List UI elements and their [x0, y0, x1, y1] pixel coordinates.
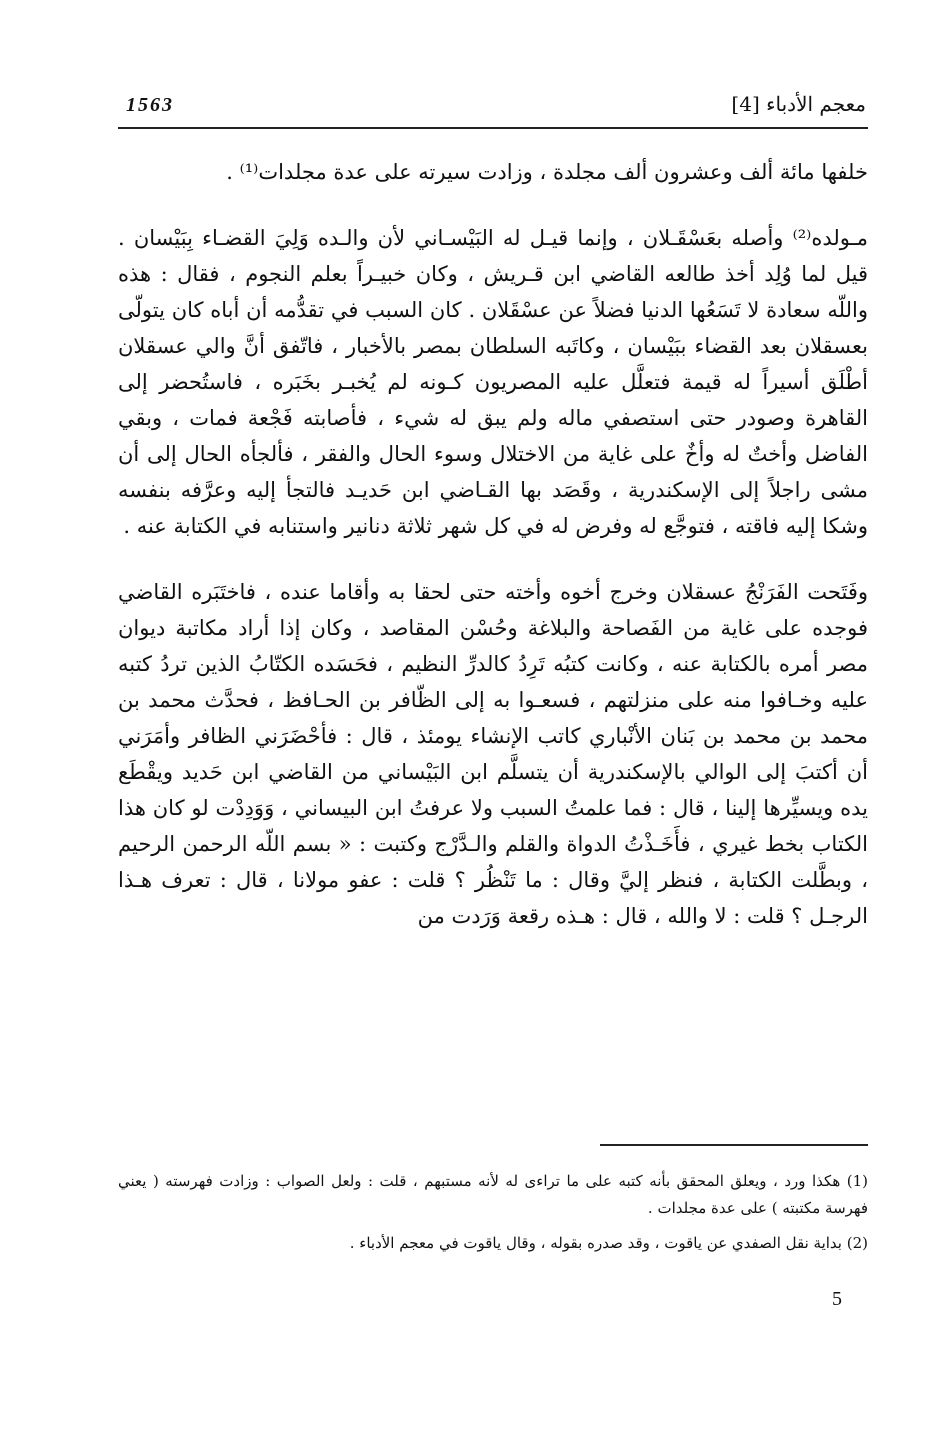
running-title: معجم الأدباء [4]	[731, 92, 866, 116]
signature-mark: 5	[832, 1288, 842, 1310]
main-text	[118, 154, 868, 934]
footnote-rule	[600, 1144, 868, 1146]
footnote: (1) هكذا ورد ، ويعلق المحقق بأنه كتبه على ما تراءى له لأنه مستبهم ، قلت : ولعل الصواب : وزادت فهرسته ( يعني فهرسة مكتبته ) على عدة مجلدات .	[118, 1172, 868, 1217]
page-number: 1563	[126, 94, 174, 116]
footnotes	[118, 1168, 868, 1265]
page-header	[118, 92, 866, 124]
header-rule	[118, 127, 868, 129]
paragraph: مـولده⁽²⁾ وأصله بعَسْقَـلان ، وإنما قيـل له البَيْسـاني لأن والـده وَلِيَ القضـاء بِبَيْسان . قيل لما وُلِد أخذ طالعه القاضي ابن قـريش ، وكان خبيـراً بعلم النجوم ، فقال : هذه واللّه سعادة لا تَسَعُها الدنيا فضلاً عن عسْقَلان . كان السبب في تقدُّمه أن أباه كان يتولّى بعسقلان بعد القضاء ببَيْسان ، وكاتَبه السلطان بمصر بالأخبار ، فاتّفق أنَّ والي عسقلان أطْلَق أسيراً له قيمة فتعلَّل عليه المصريون كـونه لم يُخبـر بخَبَره ، فاستُحضر إلى القاهرة وصودر حتى استصفي ماله ولم يبق له شيء ، فأصابته فَجْعة فمات ، وبقي الفاضل وأختٌ له وأخٌ على غاية من الاختلال وسوء الحال والفقر ، فألجأه الحال إلى أن مشى راجلاً إلى الإسكندرية ، وقَصَد بها القـاضي ابن حَديـد فالتجأ إليه وعرَّفه بنفسه وشكا إليه فاقته ، فتوجَّع له وفرض له في كل شهر ثلاثة دنانير واستنابه في الكتابة عنه .	[118, 226, 868, 538]
paragraph: وفَتَحت الفَرَنْجُ عسقلان وخرج أخوه وأخته حتى لحقا به وأقاما عنده ، فاختَبَره القاضي فوجده على غاية من الفَصاحة والبلاغة وحُسْن المقاصد ، وكان إذا أراد مكاتبة ديوان مصر أمره بالكتابة عنه ، وكانت كتبُه تَرِدُ كالدرِّ النظيم ، فحَسَده الكتّابُ الذين تردُ كتبه عليه وخـافوا منه على منزلتهم ، فسعـوا به إلى الظّافر بن الحـافظ ، فحدَّث محمد بن محمد بن محمد بن بَنان الأنْباري كاتب الإنشاء يومئذ ، قال : فأحْضَرَني الظافر وأمَرَني أن أكتبَ إلى الوالي بالإسكندرية أن يتسلَّم ابن البَيْساني من القاضي ابن حَديد ويقْطَع يده ويسيِّرها إلينا ، قال : فما علمتُ السبب ولا عرفتُ ابن البيساني ، وَوَدِدْت لو كان هذا الكتاب بخط غيري ، فأَخَـذْتُ الدواة والقلم والـدَّرْج وكتبت : « بسم اللّه الرحمن الرحيم ، وبطَّلت الكتابة ، فنظر إليَّ وقال : ما تَنْظُر ؟ قلت : عفو مولانا ، قال : تعرف هـذا الرجـل ؟ قلت : لا والله ، قال : هـذه رقعة وَرَدت من	[118, 580, 868, 928]
footnote: (2) بداية نقل الصفدي عن ياقوت ، وقد صدره بقوله ، وقال ياقوت في معجم الأدباء .	[349, 1234, 868, 1252]
paragraph: خلفها مائة ألف وعشرون ألف مجلدة ، وزادت سيرته على عدة مجلدات⁽¹⁾ .	[226, 160, 868, 184]
